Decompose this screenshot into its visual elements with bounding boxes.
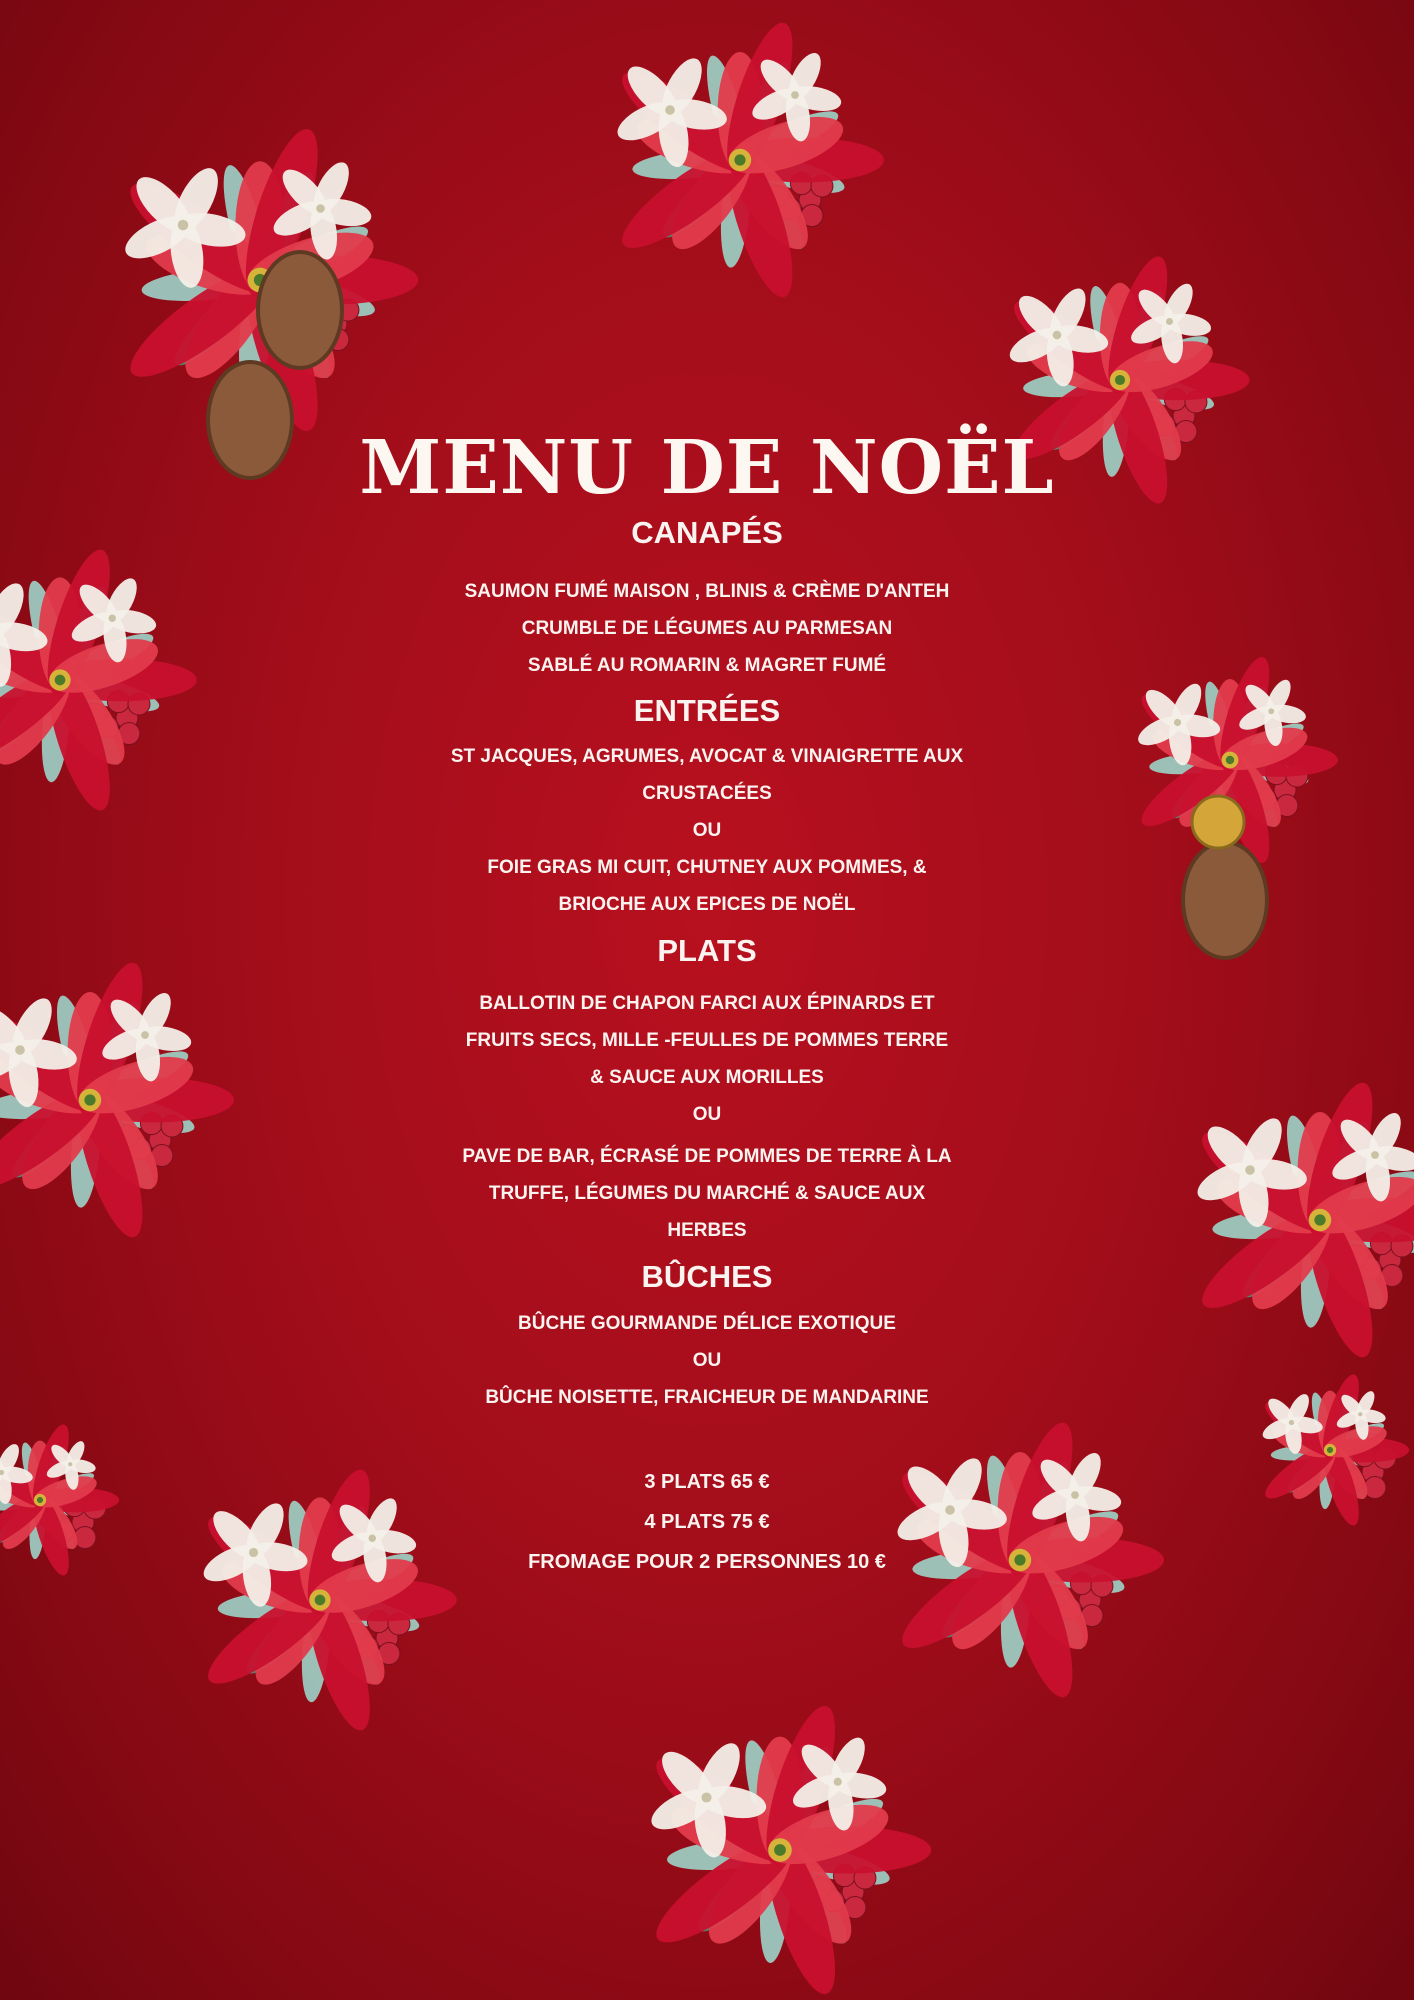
menu-item: CRUMBLE DE LÉGUMES AU PARMESAN bbox=[521, 618, 893, 639]
canapes-list bbox=[0, 573, 1414, 684]
menu-item: FRUITS SECS, MILLE -FEULLES DE POMMES TERRE bbox=[465, 1030, 949, 1051]
menu-item-separator: OU bbox=[692, 1104, 722, 1125]
plats-list bbox=[0, 985, 1414, 1133]
menu-item: HERBES bbox=[667, 1220, 747, 1241]
menu-item: BRIOCHE AUX EPICES DE NOËL bbox=[558, 894, 856, 915]
section-heading-entrees: ENTRÉES bbox=[633, 693, 781, 728]
menu-item-separator: OU bbox=[692, 820, 722, 841]
menu-item: FOIE GRAS MI CUIT, CHUTNEY AUX POMMES, & bbox=[487, 857, 927, 878]
section-buches bbox=[0, 1259, 1414, 1295]
menu-item: CRUSTACÉES bbox=[642, 783, 772, 804]
menu-item: BÛCHE GOURMANDE DÉLICE EXOTIQUE bbox=[518, 1313, 896, 1334]
menu-item: SABLÉ AU ROMARIN & MAGRET FUMÉ bbox=[527, 655, 887, 676]
entrees-list bbox=[0, 738, 1414, 923]
menu-item: & SAUCE AUX MORILLES bbox=[590, 1067, 824, 1088]
section-heading-canapes: CANAPÉS bbox=[631, 515, 783, 550]
section-plats bbox=[0, 933, 1414, 969]
section-heading-plats: PLATS bbox=[657, 933, 757, 968]
buches-list bbox=[0, 1305, 1414, 1416]
price-item: FROMAGE POUR 2 PERSONNES 10 € bbox=[528, 1551, 886, 1573]
section-heading-buches: BÛCHES bbox=[641, 1259, 773, 1294]
menu-item: TRUFFE, LÉGUMES DU MARCHÉ & SAUCE AUX bbox=[488, 1183, 926, 1204]
section-entrees bbox=[0, 693, 1414, 729]
menu-item: SAUMON FUMÉ MAISON , BLINIS & CRÈME D'ANTEH bbox=[464, 581, 950, 602]
page-title: MENU DE NOËL bbox=[359, 425, 1055, 511]
menu-item-separator: OU bbox=[692, 1350, 722, 1371]
section-canapes bbox=[0, 515, 1414, 551]
plats-list-alt bbox=[0, 1138, 1414, 1249]
price-item: 4 PLATS 75 € bbox=[644, 1511, 770, 1533]
menu-item: BALLOTIN DE CHAPON FARCI AUX ÉPINARDS ET bbox=[479, 993, 935, 1014]
price-item: 3 PLATS 65 € bbox=[644, 1471, 770, 1493]
menu-item: PAVE DE BAR, ÉCRASÉ DE POMMES DE TERRE À LA bbox=[462, 1146, 952, 1167]
price-list bbox=[0, 1462, 1414, 1582]
menu-item: ST JACQUES, AGRUMES, AVOCAT & VINAIGRETTE AUX bbox=[450, 746, 964, 767]
menu-item: BÛCHE NOISETTE, FRAICHEUR DE MANDARINE bbox=[485, 1387, 929, 1408]
